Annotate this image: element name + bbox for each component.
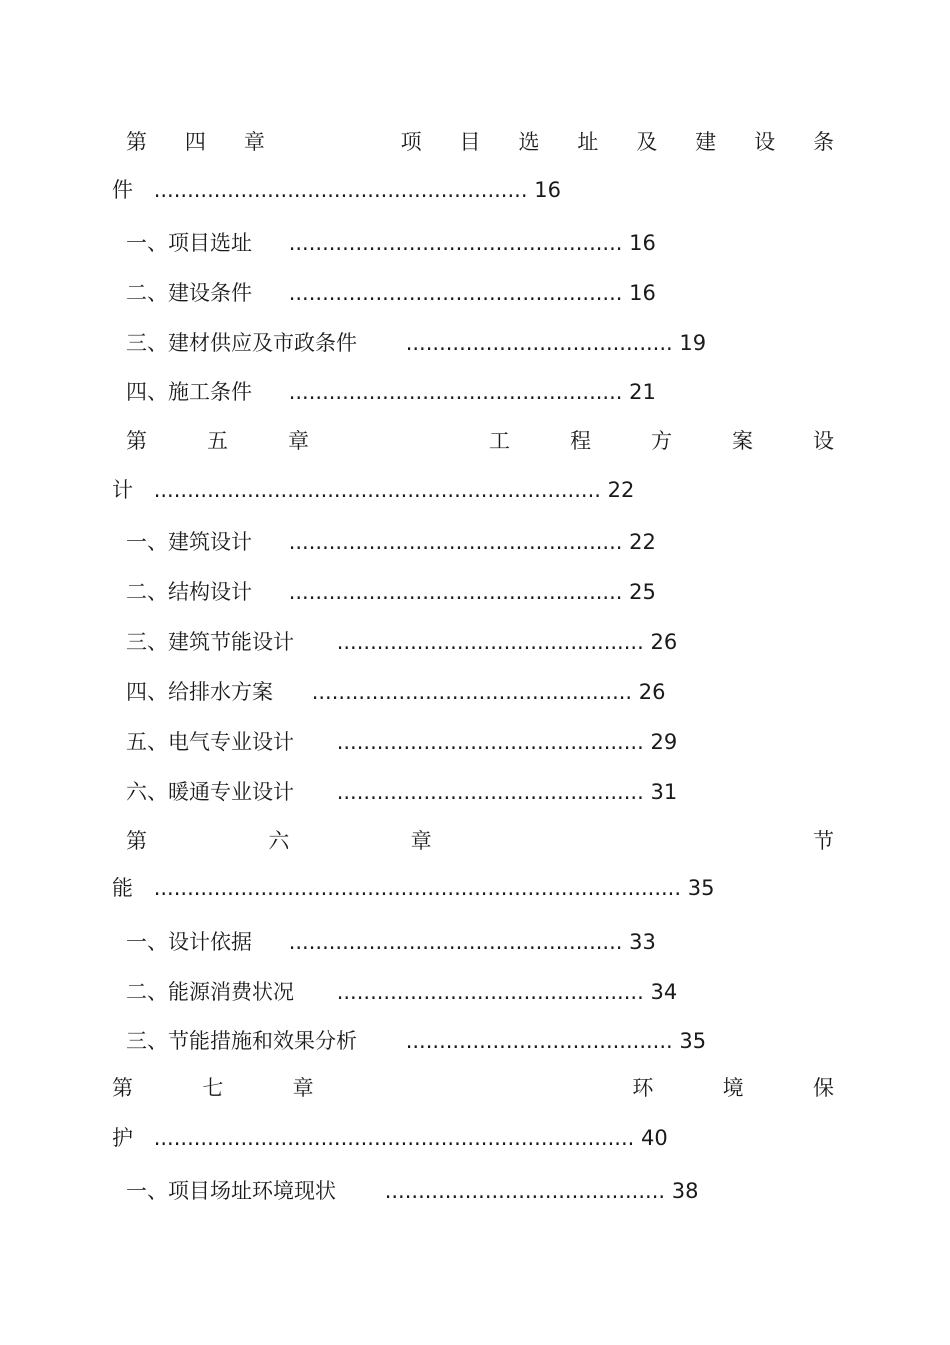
toc-page-number: 33 (629, 930, 656, 954)
toc-char: 五 (207, 429, 228, 453)
toc-chapter-6-heading (126, 827, 834, 855)
toc-page-number: 26 (650, 630, 678, 654)
toc-entry-label: 一、设计依据 (126, 930, 252, 954)
toc-leader-dots: .............................................. (336, 980, 644, 1004)
toc-leader-dots: ............................................................................... (153, 876, 682, 900)
toc-char: 节 (812, 829, 834, 853)
toc-char: 址 (577, 130, 599, 154)
toc-char: 保 (812, 1076, 834, 1100)
toc-page-number: 16 (534, 178, 561, 202)
toc-page-number: 35 (687, 876, 715, 900)
toc-leader-dots: ................................................................... (153, 478, 601, 502)
toc-entry-label: 一、建筑设计 (126, 530, 252, 554)
toc-leader-dots: .............................................. (336, 780, 644, 804)
toc-page-number: 25 (629, 580, 656, 604)
toc-char: 工 (489, 429, 510, 453)
toc-entry[interactable] (126, 378, 656, 406)
toc-entry[interactable] (126, 528, 656, 556)
toc-page-number: 26 (638, 680, 666, 704)
toc-char: 第 (126, 829, 147, 853)
toc-entry-label: 二、建设条件 (126, 281, 252, 305)
toc-entry[interactable] (126, 778, 677, 806)
toc-leader-dots: .......................................... (384, 1179, 666, 1203)
toc-leader-dots: .................................................. (288, 580, 623, 604)
toc-char: 目 (459, 130, 481, 154)
toc-entry[interactable] (126, 279, 656, 307)
toc-leader-dots: .................................................. (288, 231, 623, 255)
toc-entry-label: 六、暖通专业设计 (126, 780, 294, 804)
toc-page-number: 40 (641, 1126, 668, 1150)
toc-entry-label: 一、项目选址 (126, 231, 252, 255)
toc-page-number: 38 (671, 1179, 699, 1203)
toc-char: 项 (400, 130, 422, 154)
toc-char: 环 (632, 1076, 654, 1100)
toc-entry-label: 二、能源消费状况 (126, 980, 294, 1004)
toc-entry-label: 五、电气专业设计 (126, 730, 294, 754)
toc-leader-dots: .............................................. (336, 730, 644, 754)
toc-entry-label: 三、节能措施和效果分析 (126, 1029, 357, 1053)
toc-leader-dots: ........................................................................ (153, 1126, 635, 1150)
toc-chapter-7-continuation[interactable] (112, 1124, 668, 1152)
toc-entry[interactable] (126, 1177, 698, 1205)
toc-char: 六 (268, 829, 290, 853)
toc-char: 章 (288, 429, 309, 453)
toc-char: 计 (112, 478, 133, 502)
toc-page-number: 21 (629, 380, 656, 404)
toc-char: 程 (570, 429, 591, 453)
toc-char: 四 (184, 130, 206, 154)
toc-char: 设 (813, 429, 834, 453)
toc-page-number: 19 (679, 331, 707, 355)
toc-entry[interactable] (126, 1027, 706, 1055)
toc-chapter-5-continuation[interactable] (112, 476, 634, 504)
toc-entry-label: 四、施工条件 (126, 380, 252, 404)
toc-char: 方 (651, 429, 672, 453)
toc-char: 第 (126, 429, 147, 453)
toc-entry[interactable] (126, 728, 677, 756)
toc-chapter-6-continuation[interactable] (112, 874, 714, 902)
toc-char: 境 (722, 1076, 744, 1100)
toc-entry-label: 一、项目场址环境现状 (126, 1179, 336, 1203)
toc-entry[interactable] (126, 928, 656, 956)
toc-leader-dots: .................................................. (288, 281, 623, 305)
toc-char: 第 (112, 1076, 133, 1100)
toc-entry-label: 三、建材供应及市政条件 (126, 331, 357, 355)
toc-char: 章 (243, 130, 265, 154)
toc-char: 护 (112, 1126, 133, 1150)
toc-entry-label: 三、建筑节能设计 (126, 630, 294, 654)
toc-page-number: 35 (679, 1029, 707, 1053)
toc-char: 设 (754, 130, 776, 154)
toc-char: 选 (518, 130, 540, 154)
toc-leader-dots: .................................................. (288, 530, 623, 554)
toc-chapter-4-continuation[interactable] (112, 176, 561, 204)
toc-char: 及 (636, 130, 658, 154)
toc-entry-label: 四、给排水方案 (126, 680, 273, 704)
toc-leader-dots: .................................................. (288, 380, 623, 404)
toc-page-number: 16 (629, 281, 656, 305)
toc-char: 件 (112, 178, 133, 202)
toc-char: 条 (812, 130, 834, 154)
toc-entry[interactable] (126, 329, 706, 357)
toc-page-number: 22 (629, 530, 656, 554)
toc-chapter-5-heading (126, 427, 834, 455)
toc-chapter-7-heading (112, 1074, 834, 1102)
toc-page-number: 16 (629, 231, 656, 255)
toc-entry[interactable] (126, 578, 656, 606)
toc-leader-dots: ........................................ (405, 1029, 673, 1053)
toc-char: 案 (732, 429, 753, 453)
toc-char: 建 (695, 130, 717, 154)
toc-page-number: 31 (650, 780, 678, 804)
toc-char: 能 (112, 876, 133, 900)
toc-char: 七 (202, 1076, 224, 1100)
toc-entry[interactable] (126, 229, 656, 257)
toc-leader-dots: .................................................. (288, 930, 623, 954)
toc-leader-dots: ........................................................ (153, 178, 528, 202)
toc-leader-dots: .............................................. (336, 630, 644, 654)
toc-entry[interactable] (126, 678, 666, 706)
toc-char: 第 (126, 130, 147, 154)
toc-entry[interactable] (126, 628, 677, 656)
toc-page-number: 29 (650, 730, 678, 754)
toc-entry[interactable] (126, 978, 677, 1006)
toc-leader-dots: ................................................ (311, 680, 633, 704)
toc-page-number: 22 (607, 478, 635, 502)
toc-page-number: 34 (650, 980, 678, 1004)
toc-chapter-4-heading (126, 128, 834, 156)
toc-char: 章 (410, 829, 432, 853)
toc-leader-dots: ........................................ (405, 331, 673, 355)
toc-char: 章 (292, 1076, 314, 1100)
toc-entry-label: 二、结构设计 (126, 580, 252, 604)
